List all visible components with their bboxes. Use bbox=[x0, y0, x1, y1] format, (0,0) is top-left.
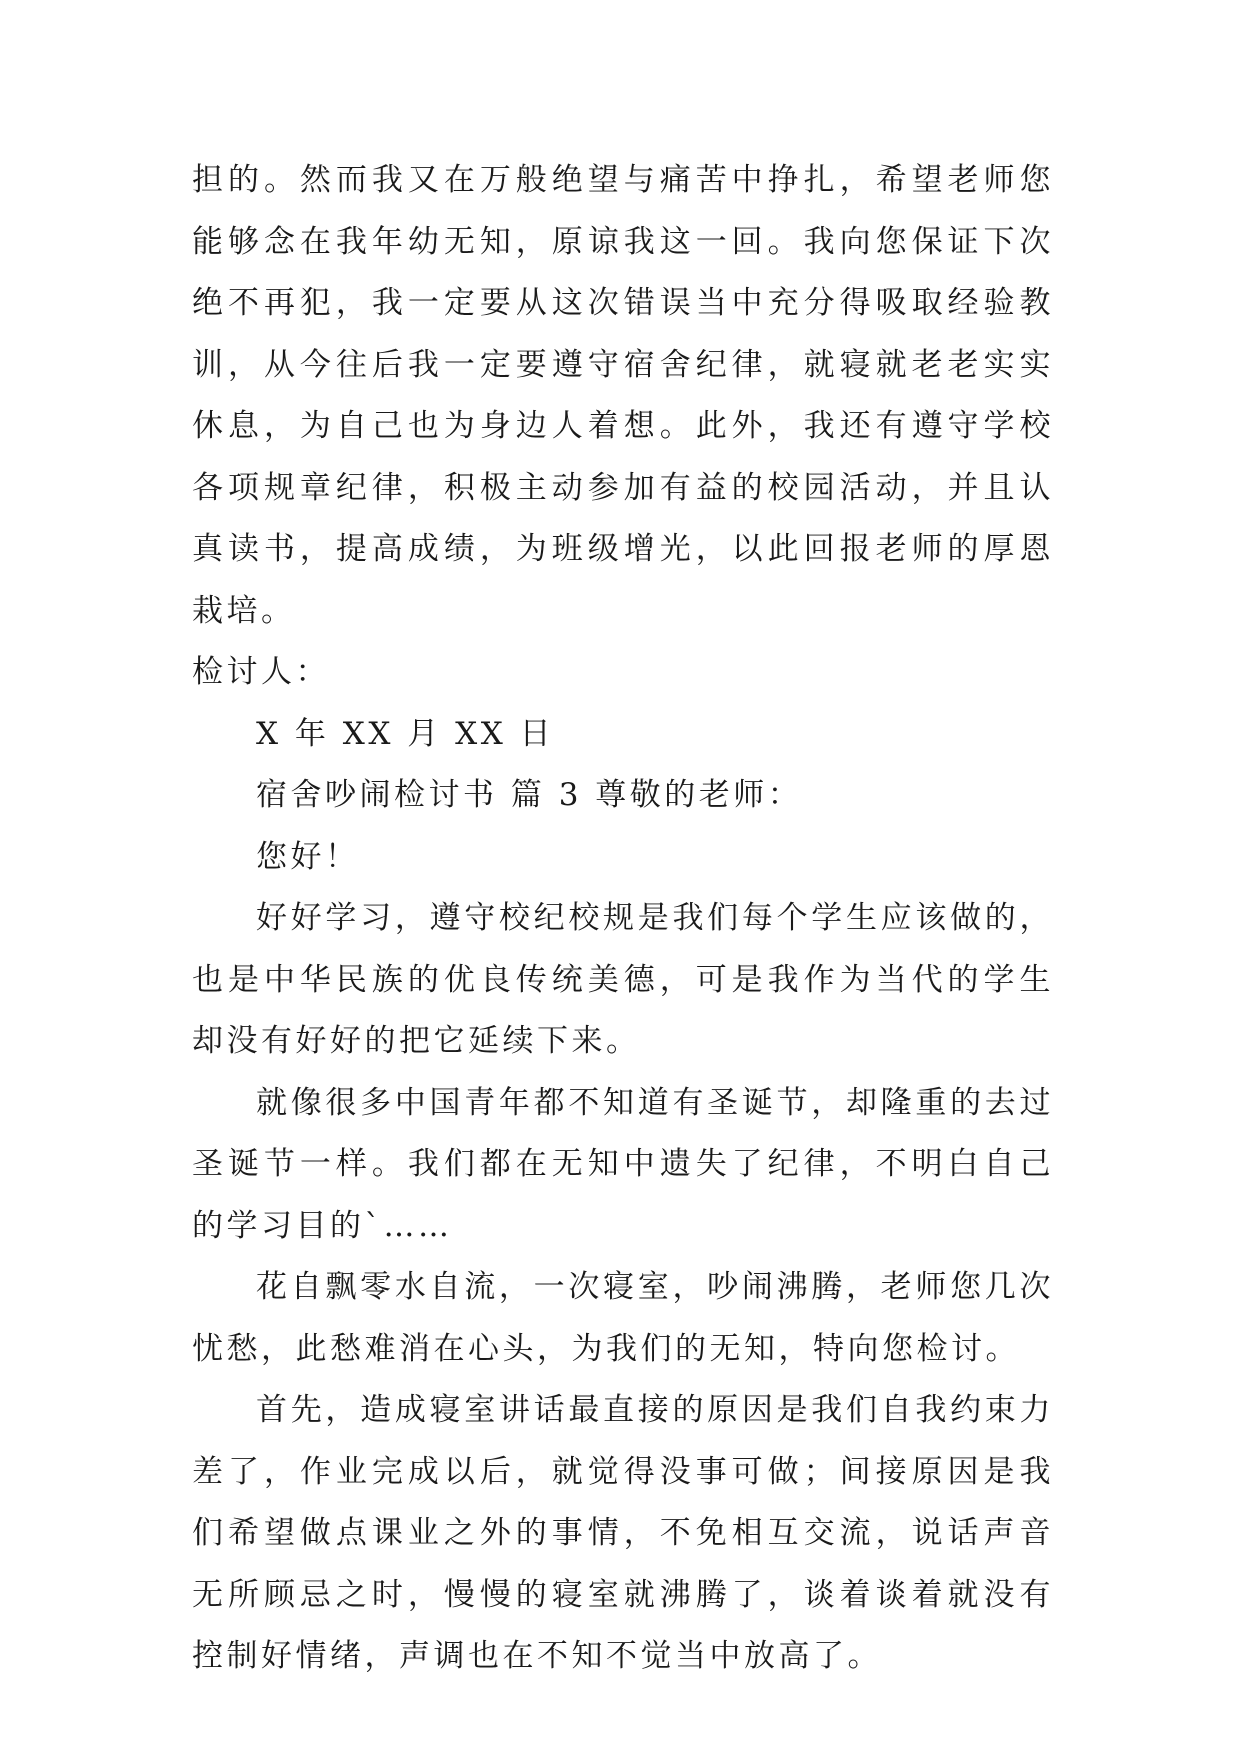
signature-label: 检讨人： bbox=[192, 654, 330, 690]
date-line: X 年 XX 月 XX 日 bbox=[256, 715, 555, 752]
paragraph-christmas: 就像很多中国青年都不知道有圣诞节，却隆重的去过圣诞节一样。我们都在无知中遗失了纪律，不明白自己的学习目的`…… bbox=[192, 1084, 1054, 1244]
section-heading: 宿舍吵闹检讨书 篇 3 尊敬的老师： bbox=[256, 777, 803, 813]
paragraph-study: 好好学习，遵守校纪校规是我们每个学生应该做的，也是中华民族的优良传统美德，可是我作为当代的学生却没有好好的把它延续下来。 bbox=[192, 900, 1054, 1059]
paragraph-reasons: 首先，造成寝室讲话最直接的原因是我们自我约束力差了，作业完成以后，就觉得没事可做；间接原因是我们希望做点课业之外的事情，不免相互交流，说话声音无所顾忌之时，慢慢的寝室就沸腾了，谈着谈着就没有控制好情绪，声调也在不知不觉当中放高了。 bbox=[192, 1392, 1054, 1674]
paragraph-poem: 花自飘零水自流，一次寝室，吵闹沸腾，老师您几次忧愁，此愁难消在心头，为我们的无知，特向您检讨。 bbox=[192, 1269, 1054, 1367]
paragraph-pledge: 担的。然而我又在万般绝望与痛苦中挣扎，希望老师您能够念在我年幼无知，原谅我这一回。我向您保证下次绝不再犯，我一定要从这次错误当中充分得吸取经验教训，从今往后我一定要遵守宿舍纪律，就寝就老老实实休息，为自己也为身边人着想。此外，我还有遵守学校各项规章纪律，积极主动参加有益的校园活动，并且认真读书，提高成绩，为班级增光，以此回报老师的厚恩栽培。 bbox=[192, 162, 1054, 629]
greeting: 您好！ bbox=[256, 838, 360, 875]
document-body bbox=[192, 150, 1054, 1688]
